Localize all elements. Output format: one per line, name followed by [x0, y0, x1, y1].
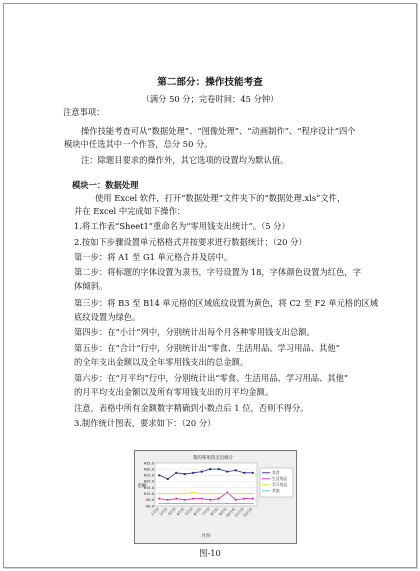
data-point	[167, 493, 168, 494]
y-tick-label: ¥25.0	[143, 473, 154, 478]
data-point	[252, 472, 254, 474]
data-point	[218, 503, 219, 504]
line-chart	[135, 451, 296, 543]
notice-paragraph-2: 注：除题目要求的操作外，其它选项的设置均为默认值。	[81, 155, 289, 165]
x-tick-label: 4月份	[175, 506, 186, 517]
document-page	[3, 3, 417, 568]
module-title: 模块一：数据处理	[72, 180, 139, 190]
item-2: 2.按如下步骤设置单元格格式并按要求进行数据统计：（20 分）	[74, 237, 307, 247]
legend-entry: 零食	[272, 470, 280, 475]
figure-caption: 图-10	[199, 548, 221, 558]
data-point	[184, 493, 185, 494]
data-point	[167, 503, 168, 504]
step-3b: 底纹设置为绿色。	[74, 312, 141, 322]
data-point	[184, 473, 186, 475]
data-point	[235, 469, 237, 471]
data-point	[226, 471, 228, 473]
data-point	[201, 493, 202, 494]
data-point	[243, 472, 245, 474]
notice-paragraph-1a: 操作技能考查可从“数据处理”、“图像处理”、“动画制作”、“程序设计”四个	[81, 126, 356, 136]
chart-figure	[134, 450, 297, 544]
x-tick-label: 9月份	[218, 506, 228, 517]
x-tick-label: 8月份	[209, 506, 220, 517]
data-point	[176, 503, 177, 504]
data-point	[218, 468, 220, 470]
x-tick-label: 5月份	[184, 506, 194, 517]
data-point	[192, 472, 194, 474]
data-point	[235, 503, 236, 504]
step-6b: 的月平均支出金额以及所有零用钱支出的月平均金额。	[74, 387, 274, 397]
x-tick-label: 7月份	[201, 506, 211, 517]
y-tick-label: ¥20.0	[143, 479, 154, 484]
intro-line-a: 使用 Excel 软件，打开“数据处理”文件夹下的“数据处理.xls”文件，	[95, 193, 346, 203]
x-tick-label: 10月份	[225, 506, 237, 519]
y-tick-label: ¥30.0	[143, 467, 154, 472]
step-2a: 第二步：将标题的字体设置为隶书，字号设置为 18，字体颜色设置为红色，字	[74, 267, 361, 277]
x-tick-label: 3月份	[167, 506, 177, 517]
chart-title: 我的零用钱支出统计	[192, 456, 234, 461]
x-tick-label: 6月份	[192, 506, 203, 517]
step-6a: 第六步：在“月平均”行中，分别统计出“零食、生活用品、学习用品、其他”	[74, 373, 349, 383]
page-subtitle: （满分 50 分；完卷时间：45 分钟）	[141, 94, 279, 104]
data-point	[210, 503, 211, 504]
data-point	[193, 503, 194, 504]
x-tick-label: 12月份	[242, 506, 254, 519]
step-5a: 第五步：在“合计”行中，分别统计出“零食、生活用品、学习用品、其他”	[74, 343, 340, 353]
y-tick-label: ¥5.0	[145, 498, 154, 503]
intro-line-b: 并在 Excel 中完成如下操作：	[74, 206, 186, 216]
data-point	[176, 493, 177, 494]
y-tick-label: ¥10.0	[143, 492, 154, 497]
item-1: 1.将工作表“Sheet1”重命名为“零用钱支出统计”。（5 分）	[74, 221, 290, 231]
data-point	[218, 493, 219, 494]
legend-entry: 其他	[272, 488, 280, 493]
note-line: 注意，表格中所有金额数字精确到小数点后 1 位，否则不得分。	[74, 403, 309, 413]
data-point	[252, 493, 253, 494]
data-point	[210, 493, 211, 494]
data-point	[201, 471, 203, 473]
data-point	[235, 493, 236, 494]
item-3: 3.制作统计图表，要求如下：（20 分）	[74, 418, 216, 428]
data-point	[252, 503, 253, 504]
step-5b: 的全年支出金额以及全年零用钱支出的总金额。	[74, 357, 249, 367]
data-point	[227, 503, 228, 504]
y-tick-label: ¥35.0	[143, 461, 154, 466]
x-tick-label: 11月份	[233, 506, 245, 519]
notice-label: 注意事项：	[63, 107, 105, 117]
data-point	[167, 478, 169, 480]
data-point	[184, 503, 185, 504]
data-point	[175, 472, 177, 474]
data-point	[209, 468, 211, 470]
data-point	[244, 493, 245, 494]
notice-paragraph-1b: 模块中任选其中一个作答，总分 50 分。	[64, 139, 213, 149]
page-title: 第二部分：操作技能考查	[157, 77, 263, 88]
data-point	[159, 503, 160, 504]
data-point	[158, 474, 160, 476]
x-axis-label: 月份	[201, 534, 211, 539]
data-point	[244, 503, 245, 504]
y-tick-label: ¥0.0	[145, 504, 154, 509]
step-2b: 体倾斜。	[74, 281, 108, 291]
x-tick-label: 2月份	[158, 506, 169, 517]
step-1: 第一步：将 A1 至 G1 单元格合并及居中。	[74, 252, 233, 262]
y-tick-label: ¥15.0	[143, 485, 154, 490]
y-axis-label: 金额	[137, 484, 147, 489]
legend-entry: 生活用品	[272, 476, 288, 481]
data-point	[193, 492, 194, 493]
data-point	[159, 493, 160, 494]
step-4: 第四步：在“小计”列中，分别统计出每个月各种零用钱支出总额。	[74, 327, 315, 337]
legend-entry: 学习用品	[272, 482, 288, 487]
data-point	[201, 503, 202, 504]
x-tick-label: 1月份	[150, 506, 160, 517]
data-point	[227, 493, 228, 494]
step-3a: 第三步：将 B3 至 B14 单元格的区域底纹设置为黄色，将 C2 至 F2 单元格的区域	[74, 298, 379, 308]
